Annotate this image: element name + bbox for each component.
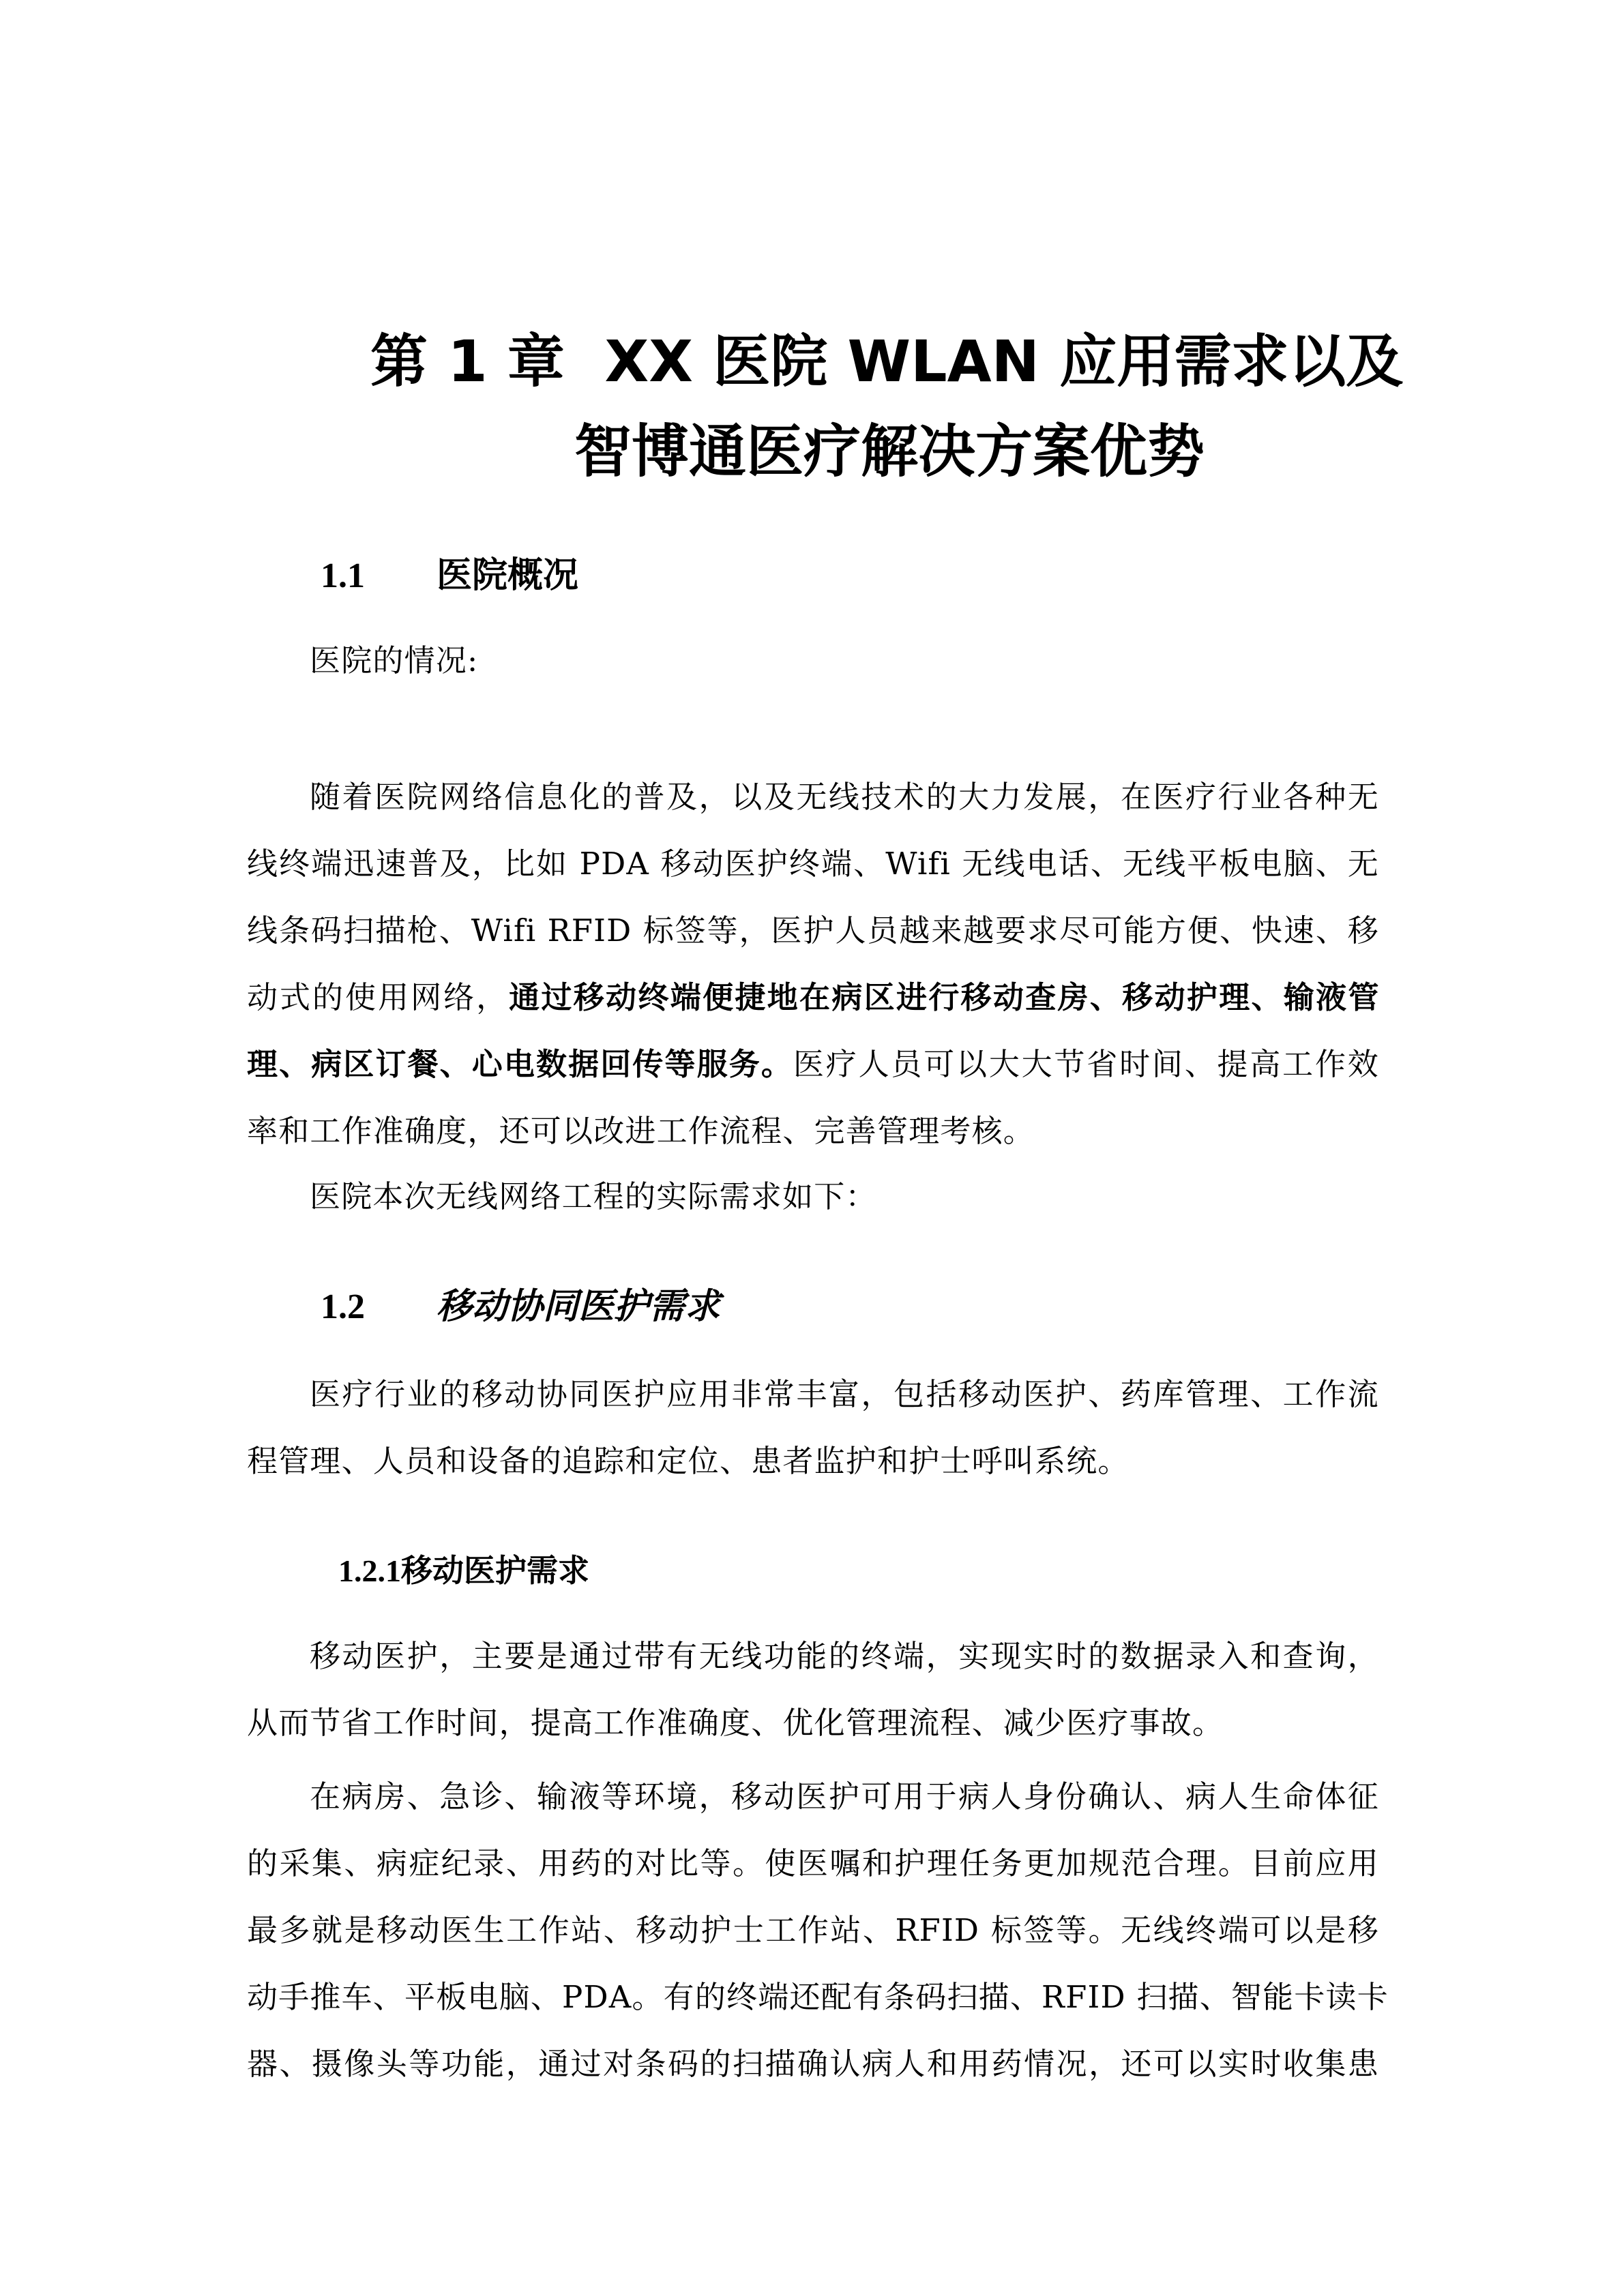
chapter-label: 第 1 章 (370, 328, 565, 395)
section-number: 1.2 (321, 1287, 365, 1326)
paragraph-collab (247, 1361, 1379, 1495)
subsection-heading-1-2-1 (338, 1552, 589, 1589)
bold-text-run: 通过移动终端便捷地在病区进行移动查房、移动护理、输液管 (509, 979, 1379, 1015)
paragraph-background (247, 764, 1379, 1165)
paragraph-intro (247, 627, 1379, 694)
paragraph-requirements-lead (247, 1163, 1379, 1230)
text-line: 率和工作准确度，还可以改进工作流程、完善管理考核。 (247, 1113, 1035, 1149)
chapter-title-line-2: 智博通医疗解决方案优势 (574, 418, 1205, 485)
section-heading-1-2 (321, 1286, 721, 1327)
text-line: 医院本次无线网络工程的实际需求如下： (310, 1178, 877, 1214)
text-line: 程管理、人员和设备的追踪和定位、患者监护和护士呼叫系统。 (247, 1443, 1130, 1479)
text-line: 移动医护，主要是通过带有无线功能的终端，实现实时的数据录入和查询， (310, 1638, 1379, 1674)
section-number: 1.1 (321, 556, 365, 595)
text-line: 线条码扫描枪、Wifi RFID 标签等，医护人员越来越要求尽可能方便、快速、移 (247, 912, 1379, 949)
paragraph-mobile-care-definition (247, 1623, 1379, 1757)
text-line: 器、摄像头等功能，通过对条码的扫描确认病人和用药情况，还可以实时收集患 (247, 2046, 1379, 2082)
text-line: 医疗行业的移动协同医护应用非常丰富，包括移动医护、药库管理、工作流 (310, 1376, 1379, 1412)
section-title: 医院概况 (437, 555, 579, 596)
text-line: 动手推车、平板电脑、PDA。有的终端还配有条码扫描、RFID 扫描、智能卡读卡 (247, 1979, 1389, 2015)
text-line: 线终端迅速普及，比如 PDA 移动医护终端、Wifi 无线电话、无线平板电脑、无 (247, 846, 1379, 882)
subsection-number: 1.2.1 (338, 1553, 401, 1588)
text-line: 的采集、病症纪录、用药的对比等。使医嘱和护理任务更加规范合理。目前应用 (247, 1845, 1379, 1881)
subsection-title: 移动医护需求 (401, 1552, 589, 1589)
text-line: 最多就是移动医生工作站、移动护士工作站、RFID 标签等。无线终端可以是移 (247, 1912, 1379, 1948)
text-line: 随着医院网络信息化的普及，以及无线技术的大力发展，在医疗行业各种无 (310, 779, 1379, 815)
chapter-title-line-1 (370, 328, 1404, 395)
text-line: 从而节省工作时间，提高工作准确度、优化管理流程、减少医疗事故。 (247, 1705, 1224, 1741)
bold-text-run: 理、病区订餐、心电数据回传等服务。 (247, 1046, 793, 1082)
text-line: 在病房、急诊、输液等环境，移动医护可用于病人身份确认、病人生命体征 (310, 1778, 1379, 1815)
text-line-mixed (247, 1031, 1379, 1098)
section-title: 移动协同医护需求 (437, 1286, 721, 1327)
chapter-title-text-1: XX 医院 WLAN 应用需求以及 (604, 328, 1404, 395)
section-heading-1-1 (321, 555, 579, 596)
paragraph-mobile-care-usage (247, 1763, 1389, 2098)
text-run: 医疗人员可以大大节省时间、提高工作效 (793, 1046, 1379, 1082)
text-run: 动式的使用网络， (247, 979, 510, 1015)
text-line: 医院的情况: (310, 642, 479, 679)
text-line-mixed (247, 964, 1379, 1031)
